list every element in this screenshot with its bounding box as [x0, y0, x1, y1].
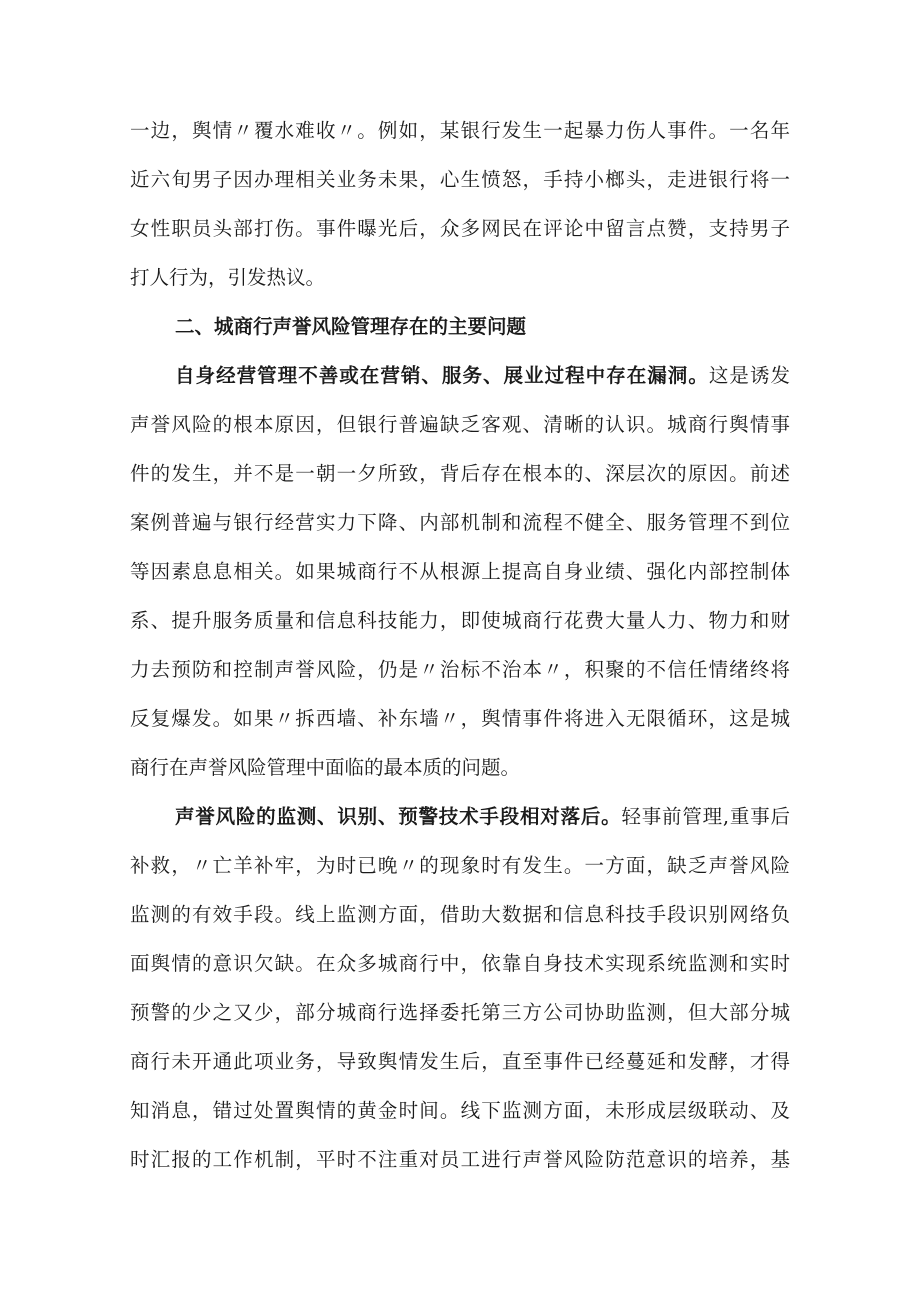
para-one-line: 声誉风险的根本原因，但银行普遍缺乏客观、清晰的认识。城商行舆情事 — [130, 413, 790, 436]
intro-line-3: 女性职员头部打伤。事件曝光后，众多网民在评论中留言点赞，支持男子 — [130, 217, 790, 240]
para-one-line: 等因素息息相关。如果城商行不从根源上提高自身业绩、强化内部控制体 — [130, 560, 790, 583]
intro-line-2: 近六旬男子因办理相关业务未果，心生愤怒，手持小榔头，走进银行将一 — [130, 168, 790, 191]
para-two-line: 商行未开通此项业务，导致舆情发生后，直至事件已经蔓延和发酵，才得 — [130, 1050, 790, 1073]
para-one-lead-bold: 自身经营管理不善或在营销、服务、展业过程中存在漏洞。 — [175, 364, 709, 387]
para-one-line: 力去预防和控制声誉风险，仍是〃治标不治本〃，积聚的不信任情绪终将 — [130, 658, 790, 681]
para-two-line: 时汇报的工作机制，平时不注重对员工进行声誉风险防范意识的培养，基 — [130, 1148, 790, 1171]
para-one-line: 反复爆发。如果〃拆西墙、补东墙〃，舆情事件将进入无限循环，这是城 — [130, 707, 790, 730]
para-one-first-line — [175, 361, 790, 391]
para-two-line: 监测的有效手段。线上监测方面，借助大数据和信息科技手段识别网络负 — [130, 903, 790, 926]
section-heading: 二、城商行声誉风险管理存在的主要问题 — [175, 315, 527, 338]
para-one-line: 案例普遍与银行经营实力下降、内部机制和流程不健全、服务管理不到位 — [130, 511, 790, 534]
para-two-line: 预警的少之又少，部分城商行选择委托第三方公司协助监测，但大部分城 — [130, 1001, 790, 1024]
para-two-line: 面舆情的意识欠缺。在众多城商行中，依靠自身技术实现系统监测和实时 — [130, 952, 790, 975]
para-one-line: 系、提升服务质量和信息科技能力，即使城商行花费大量人力、物力和财 — [130, 609, 790, 632]
para-two-lead-rest: 轻事前管理,重事后 — [621, 805, 790, 828]
para-two-first-line — [175, 802, 790, 832]
para-two-line: 知消息，错过处置舆情的黄金时间。线下监测方面，未形成层级联动、及 — [130, 1099, 790, 1122]
para-one-line: 商行在声誉风险管理中面临的最本质的问题。 — [130, 756, 521, 779]
para-two-line: 补救，〃亡羊补牢，为时已晚〃的现象时有发生。一方面，缺乏声誉风险 — [130, 854, 790, 877]
para-two-lead-bold: 声誉风险的监测、识别、预警技术手段相对落后。 — [175, 805, 622, 828]
para-one-lead-rest: 这是诱发 — [708, 364, 790, 387]
intro-line-1: 一边，舆情〃覆水难收〃。例如，某银行发生一起暴力伤人事件。一名年 — [130, 119, 790, 142]
intro-line-4: 打人行为，引发热议。 — [130, 266, 326, 289]
para-one-line: 件的发生，并不是一朝一夕所致，背后存在根本的、深层次的原因。前述 — [130, 462, 790, 485]
